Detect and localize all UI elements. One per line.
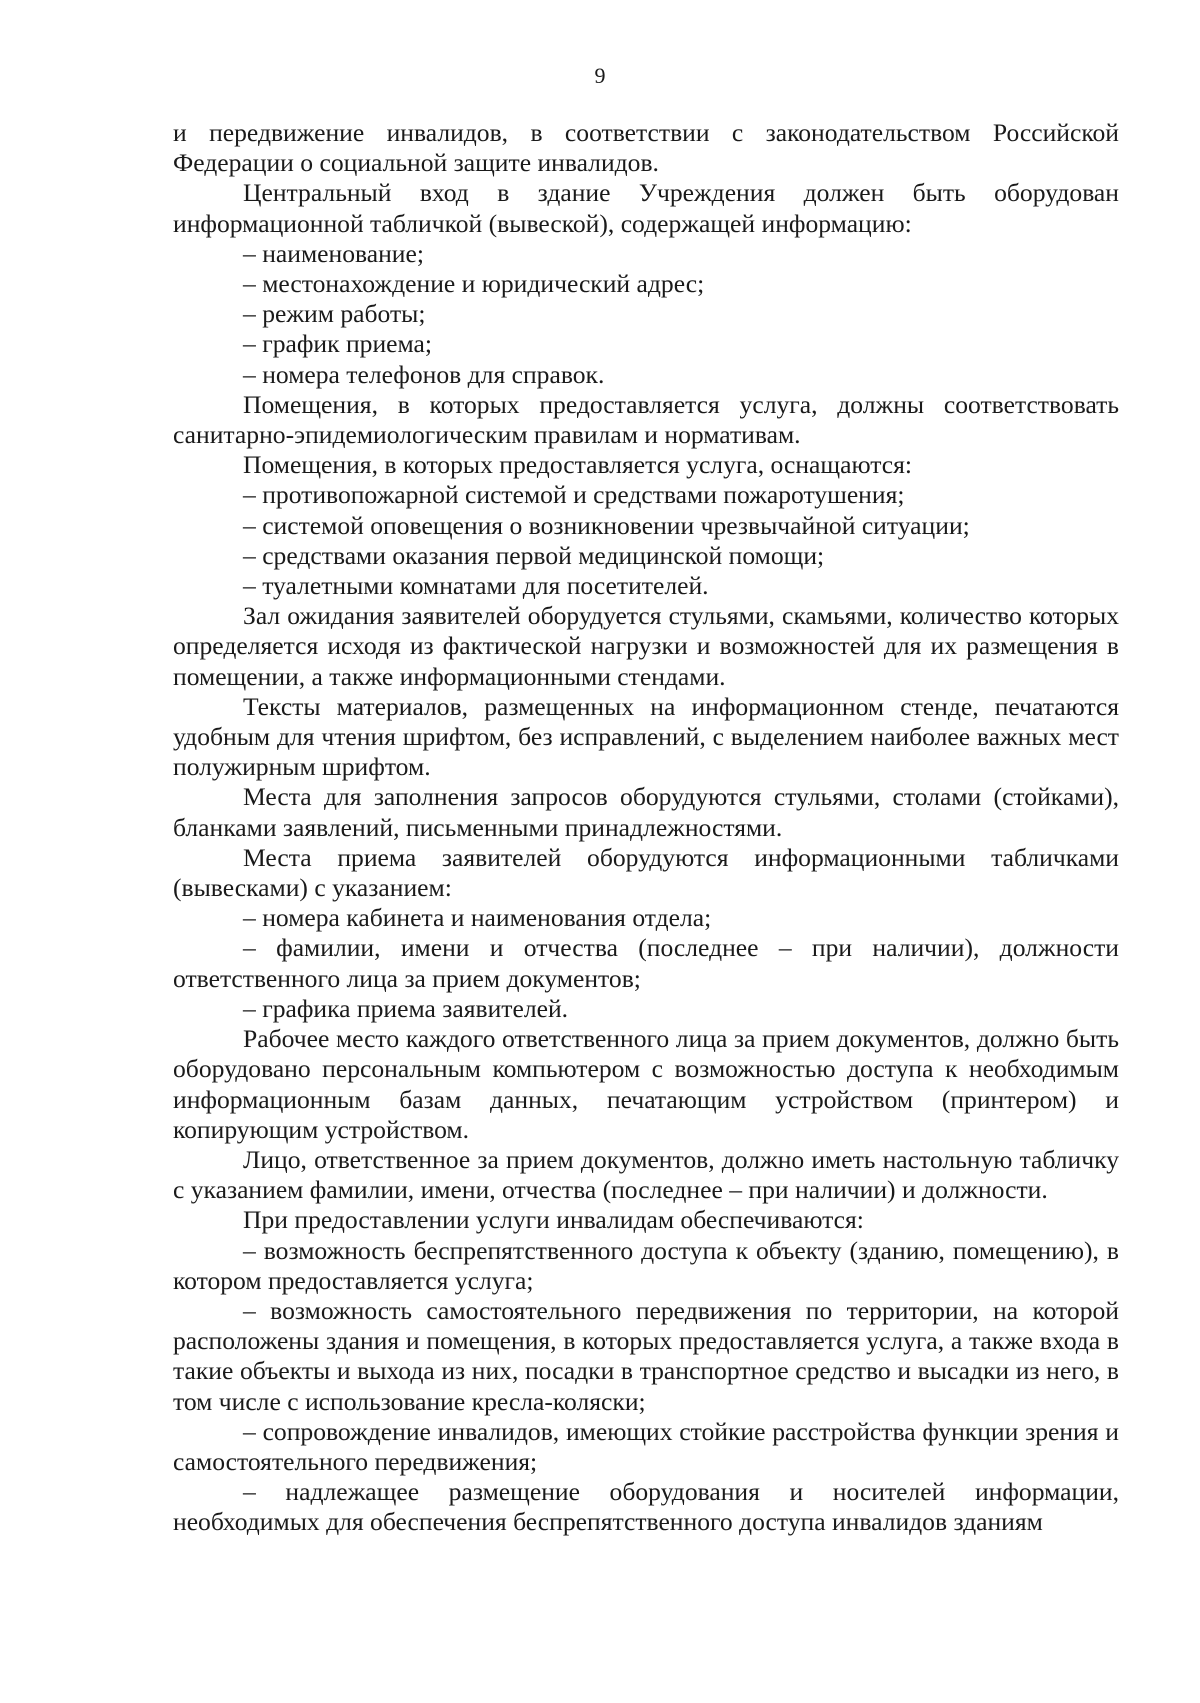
- list-item: – номера кабинета и наименования отдела;: [243, 903, 712, 933]
- paragraph: Помещения, в которых предоставляется услуга, должны соответствовать санитарно-эпидемиологическим правилам и нормативам.: [173, 389, 1119, 450]
- paragraph: Помещения, в которых предоставляется услуга, оснащаются:: [243, 450, 912, 480]
- paragraph: Места приема заявителей оборудуются информационными табличками (вывесками) с указанием:: [173, 842, 1119, 903]
- list-item: – противопожарной системой и средствами пожаротушения;: [243, 480, 905, 510]
- list-item: – возможность беспрепятственного доступа к объекту (зданию, помещению), в котором предоставляется услуга;: [173, 1235, 1119, 1295]
- list-item: – номера телефонов для справок.: [243, 359, 605, 389]
- list-item: – фамилии, имени и отчества (последнее – при наличии), должности ответственного лица за прием документов;: [173, 933, 1119, 993]
- paragraph: Места для заполнения запросов оборудуются стульями, столами (стойками), бланками заявлений, письменными принадлежностями.: [173, 782, 1119, 842]
- document-body: [173, 118, 1119, 1538]
- list-item: – сопровождение инвалидов, имеющих стойкие расстройства функции зрения и самостоятельного передвижения;: [173, 1416, 1119, 1476]
- list-item: – местонахождение и юридический адрес;: [243, 269, 705, 299]
- paragraph: При предоставлении услуги инвалидам обеспечиваются:: [243, 1205, 864, 1235]
- list-item: – системой оповещения о возникновении чрезвычайной ситуации;: [243, 510, 970, 540]
- page-number: 9: [594, 63, 606, 88]
- paragraph: Лицо, ответственное за прием документов, должно иметь настольную табличку с указанием фамилии, имени, отчества (последнее – при наличии) и должности.: [173, 1144, 1119, 1205]
- list-item: – графика приема заявителей.: [243, 993, 569, 1023]
- list-item: – график приема;: [243, 329, 433, 359]
- paragraph: Центральный вход в здание Учреждения должен быть оборудован информационной табличкой (вывеской), содержащей информацию:: [173, 178, 1119, 238]
- paragraph: Тексты материалов, размещенных на информационном стенде, печатаются удобным для чтения шрифтом, без исправлений, с выделением наиболее важных мест полужирным шрифтом.: [173, 691, 1119, 782]
- paragraph: Зал ожидания заявителей оборудуется стульями, скамьями, количество которых определяется исходя из фактической нагрузки и возможностей для их размещения в помещении, а также информационными стендами.: [173, 601, 1119, 691]
- list-item: – средствами оказания первой медицинской помощи;: [243, 540, 825, 570]
- list-item: – наименование;: [243, 238, 424, 268]
- list-item: – режим работы;: [243, 299, 426, 329]
- paragraph: и передвижение инвалидов, в соответствии с законодательством Российской Федерации о социальной защите инвалидов.: [173, 118, 1119, 178]
- list-item: – возможность самостоятельного передвижения по территории, на которой расположены здания и помещения, в которых предоставляется услуга, а также входа в такие объекты и выхода из них, посадки в транспортное средство и высадки из него, в том числе с использование кресла-коляски;: [173, 1295, 1119, 1416]
- paragraph: Рабочее место каждого ответственного лица за прием документов, должно быть оборудовано персональным компьютером с возможностью доступа к необходимым информационным базам данных, печатающим устройством (принтером) и копирующим устройством.: [173, 1024, 1119, 1144]
- list-item: – туалетными комнатами для посетителей.: [243, 571, 709, 601]
- list-item: – надлежащее размещение оборудования и носителей информации, необходимых для обеспечения беспрепятственного доступа инвалидов зданиям: [173, 1477, 1119, 1537]
